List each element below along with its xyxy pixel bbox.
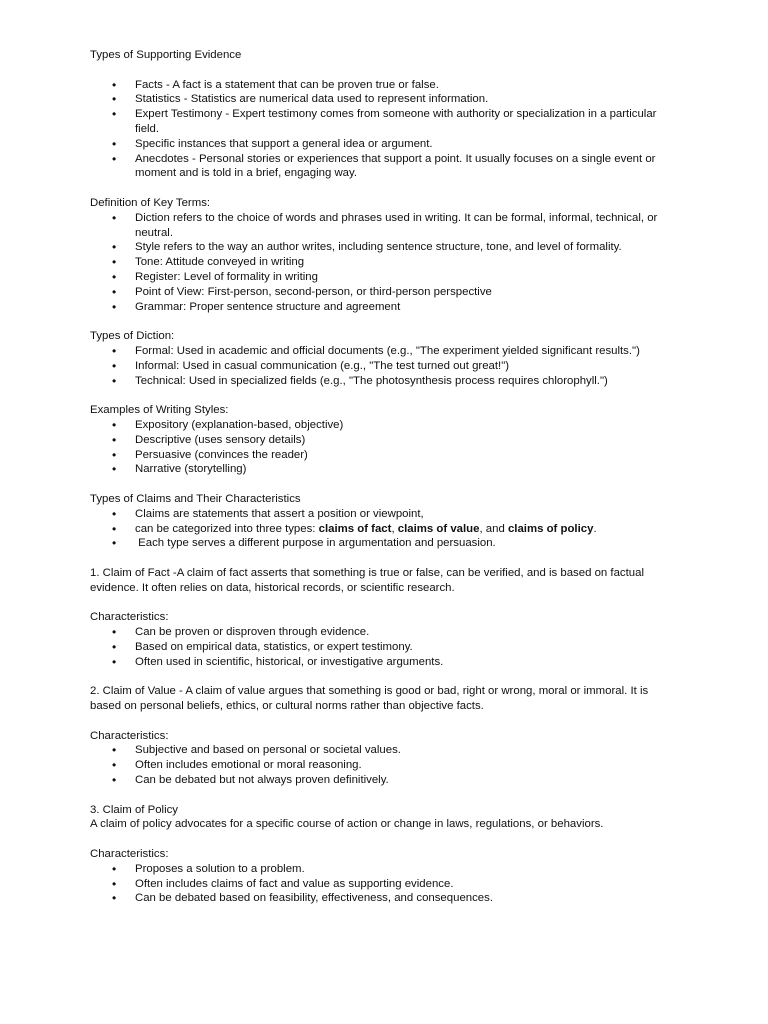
claim-of-policy-title: 3. Claim of Policy <box>90 803 178 816</box>
list-item: • Subjective and based on personal or societal values. <box>90 743 680 758</box>
claims-types-intro: can be categorized into three types: <box>135 522 319 535</box>
list-item: • Can be debated but not always proven definitively. <box>90 773 680 788</box>
claim-of-fact-paragraph: 1. Claim of Fact -A claim of fact asserts that something is true or false, can be verified, and is based on factual evidence. It often relies on data, historical records, or scientific research. <box>90 566 644 594</box>
list-item: • Register: Level of formality in writing <box>90 270 680 285</box>
claims-of-fact-term: claims of fact <box>318 522 392 535</box>
claims-of-policy-term: claims of policy <box>507 522 594 535</box>
claims-list <box>90 507 680 551</box>
claim-of-value-paragraph: 2. Claim of Value - A claim of value argues that something is good or bad, right or wrong, moral or immoral. It is based on personal beliefs, ethics, or cultural norms rather than objective facts. <box>90 685 649 713</box>
list-item: • Can be proven or disproven through evidence. <box>90 625 680 640</box>
characteristics-heading: Characteristics: <box>90 611 169 624</box>
claims-heading: Types of Claims and Their Characteristics <box>90 492 301 505</box>
key-terms-list <box>90 211 680 315</box>
writing-styles-heading: Examples of Writing Styles: <box>90 404 229 417</box>
list-item: • Anecdotes - Personal stories or experiences that support a point. It usually focuses on a single event or moment and is told in a brief, engaging way. <box>90 152 680 182</box>
policy-characteristics-list <box>90 862 680 906</box>
list-item: • Facts - A fact is a statement that can be proven true or false. <box>90 78 680 93</box>
list-item: • Expert Testimony - Expert testimony comes from someone with authority or specialization in a particular field. <box>90 107 680 137</box>
list-item: • Statistics - Statistics are numerical data used to represent information. <box>90 92 680 107</box>
list-item: • Narrative (storytelling) <box>90 462 680 477</box>
list-item: • Often includes claims of fact and value as supporting evidence. <box>90 877 680 892</box>
list-item: • Technical: Used in specialized fields (e.g., "The photosynthesis process requires chlorophyll.") <box>90 374 680 389</box>
list-item: • Point of View: First-person, second-person, or third-person perspective <box>90 285 680 300</box>
fact-characteristics-list <box>90 625 680 669</box>
list-item: • Claims are statements that assert a position or viewpoint, <box>90 507 680 522</box>
list-item: • Each type serves a different purpose in argumentation and persuasion. <box>90 536 680 551</box>
list-item: • Often includes emotional or moral reasoning. <box>90 758 680 773</box>
claim-of-policy-paragraph: A claim of policy advocates for a specific course of action or change in laws, regulations, or behaviors. <box>90 818 604 831</box>
separator-text: , <box>391 522 398 535</box>
list-item: • Informal: Used in casual communication (e.g., "The test turned out great!") <box>90 359 680 374</box>
list-item: • Based on empirical data, statistics, or expert testimony. <box>90 640 680 655</box>
characteristics-heading: Characteristics: <box>90 729 169 742</box>
key-terms-heading: Definition of Key Terms: <box>90 196 211 209</box>
list-item: • Expository (explanation-based, objective) <box>90 418 680 433</box>
supporting-evidence-heading: Types of Supporting Evidence <box>90 49 242 61</box>
separator-text: , and <box>479 522 508 535</box>
diction-heading: Types of Diction: <box>90 330 175 343</box>
list-item: • Style refers to the way an author writes, including sentence structure, tone, and level of formality. <box>90 240 680 255</box>
characteristics-heading: Characteristics: <box>90 848 169 861</box>
list-item: • Persuasive (convinces the reader) <box>90 448 680 463</box>
list-item: • Tone: Attitude conveyed in writing <box>90 255 680 270</box>
list-item: • Descriptive (uses sensory details) <box>90 433 680 448</box>
list-item: • Diction refers to the choice of words and phrases used in writing. It can be formal, informal, technical, or neutral. <box>90 211 680 241</box>
list-item: • Often used in scientific, historical, or investigative arguments. <box>90 655 680 670</box>
claims-of-value-term: claims of value <box>397 522 480 535</box>
list-item <box>90 522 680 537</box>
list-item: • Can be debated based on feasibility, effectiveness, and consequences. <box>90 891 680 906</box>
list-item: • Proposes a solution to a problem. <box>90 862 680 877</box>
value-characteristics-list <box>90 743 680 787</box>
list-item: • Grammar: Proper sentence structure and agreement <box>90 300 680 315</box>
writing-styles-list <box>90 418 680 477</box>
document-body <box>90 48 680 906</box>
supporting-evidence-list <box>90 78 680 182</box>
diction-list <box>90 344 680 388</box>
sentence-end: . <box>593 522 597 535</box>
list-item: • Specific instances that support a general idea or argument. <box>90 137 680 152</box>
list-item: • Formal: Used in academic and official documents (e.g., "The experiment yielded significant results.") <box>90 344 680 359</box>
